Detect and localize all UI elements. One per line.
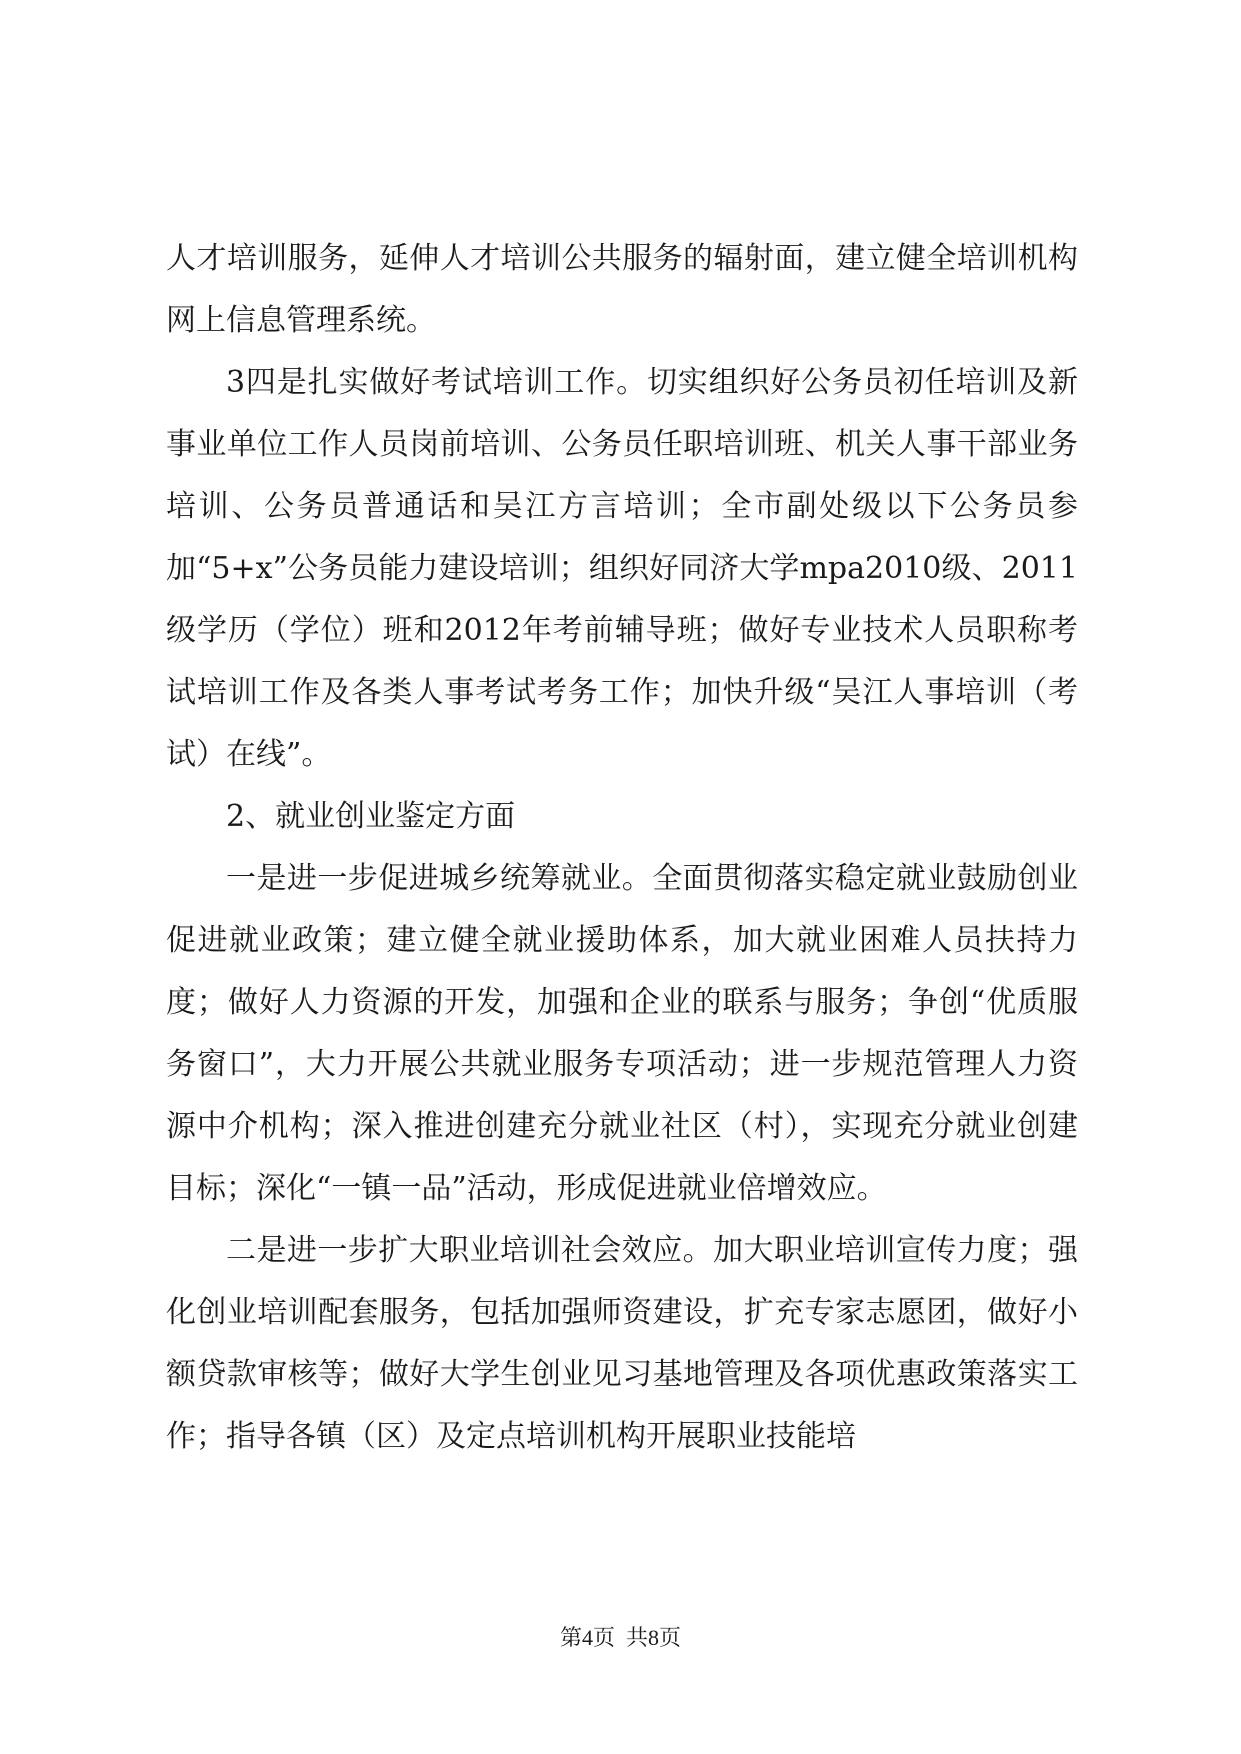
page-number-label: 第4页 共8页 <box>559 1625 681 1650</box>
paragraph-exam-training: 3四是扎实做好考试培训工作。切实组织好公务员初任培训及新事业单位工作人员岗前培训、公务员任职培训班、机关人事干部业务培训、公务员普通话和吴江方言培训；全市副处级以下公务员参加“5+x”公务员能力建设培训；组织好同济大学mpa2010级、2011级学历（学位）班和2012年考前辅导班；做好专业技术人员职称考试培训工作及各类人事考试考务工作；加快升级“吴江人事培训（考试）在线”。 <box>166 365 1078 772</box>
page-footer <box>0 1621 1241 1652</box>
paragraph-vocational-training: 二是进一步扩大职业培训社会效应。加大职业培训宣传力度；强化创业培训配套服务，包括加强师资建设，扩充专家志愿团，做好小额贷款审核等；做好大学生创业见习基地管理及各项优惠政策落实工作；指导各镇（区）及定点培训机构开展职业技能培 <box>166 1233 1078 1454</box>
section-heading-employment: 2、就业创业鉴定方面 <box>226 799 516 834</box>
paragraph-continuation: 人才培训服务，延伸人才培训公共服务的辐射面，建立健全培训机构网上信息管理系统。 <box>166 241 1078 338</box>
document-body <box>166 228 1078 1468</box>
paragraph-urban-rural-employment: 一是进一步促进城乡统筹就业。全面贯彻落实稳定就业鼓励创业促进就业政策；建立健全就业援助体系，加大就业困难人员扶持力度；做好人力资源的开发，加强和企业的联系与服务；争创“优质服务窗口”，大力开展公共就业服务专项活动；进一步规范管理人力资源中介机构；深入推进创建充分就业社区（村），实现充分就业创建目标；深化“一镇一品”活动，形成促进就业倍增效应。 <box>166 861 1078 1206</box>
